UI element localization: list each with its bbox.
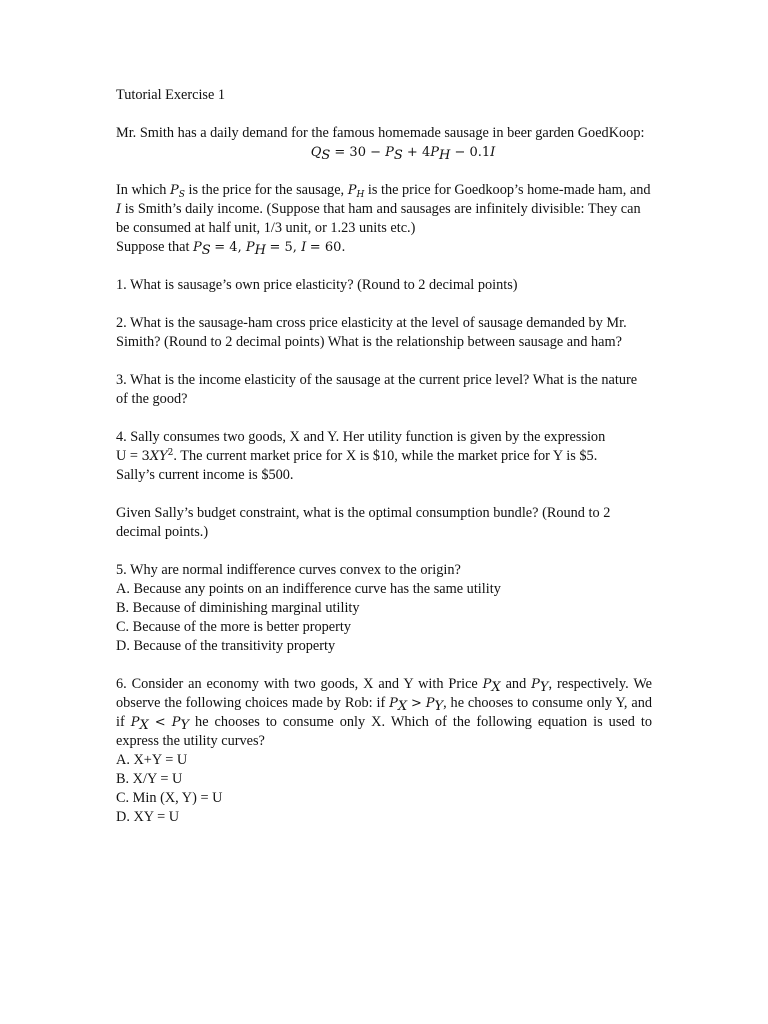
intro-text: Mr. Smith has a daily demand for the famous homemade sausage in beer garden GoedKoop: — [116, 125, 645, 141]
question-5-text: 5. Why are normal indifference curves convex to the origin? — [116, 562, 461, 578]
question-6 — [116, 675, 652, 827]
utility-expression: $3XY^2$ — [141, 448, 174, 464]
question-3: 3. What is the income elasticity of the sausage at the current price level? What is the nature of the good? — [116, 372, 638, 407]
utility-line: $U = 3XY^2$. The current market price for X is $10, while the market price for Y is $5. — [116, 448, 598, 464]
option-5c: C. Because of the more is better property — [116, 619, 352, 635]
ph-symbol: $P_H$ — [347, 183, 365, 200]
document-title: Tutorial Exercise 1 — [116, 87, 226, 103]
question-6-text: 6. Consider an economy with two goods, X and Y with Price $P_X$ and $P_Y$, respectively. We observe the following choices made by Rob: if $P_X > P_Y$, he chooses to consume only Y, and if $P_X < P_Y$ he chooses to consume only X. Which of the following equation is used to express the utility curves? — [116, 676, 653, 749]
option-5b: B. Because of diminishing marginal utility — [116, 600, 360, 616]
definitions-paragraph: In which $P_S$ is the price for the sausage, $P_H$ is the price for Goedkoop’s home-made ham, and I is Smith’s daily income. (Suppose that ham and sausages are infinitely divisible: They can be consumed at half unit, 1/3 unit, or 1.23 units etc.) Suppose that $P_S = 4$, $P_H = 5$, I = 60. — [116, 182, 651, 258]
i-symbol: I — [116, 202, 122, 217]
question-2: 2. What is the sausage-ham cross price elasticity at the level of sausage demanded by Mr. Simith? (Round to 2 decimal points) What is the relationship between sausage and ham? — [116, 315, 627, 350]
suppose-line: Suppose that $P_S = 4$, $P_H = 5$, I = 60. — [116, 239, 346, 258]
option-6d: D. XY = U — [116, 809, 180, 825]
question-4-followup: Given Sally’s budget constraint, what is the optimal consumption bundle? (Round to 2 decimal points.) — [116, 505, 611, 540]
document-page — [116, 86, 652, 827]
ps-symbol: $P_S$ — [170, 183, 185, 200]
option-5a: A. Because any points on an indifference curve has the same utility — [116, 581, 501, 597]
option-6b: B. X/Y = U — [116, 771, 183, 787]
option-5d: D. Because of the transitivity property — [116, 638, 336, 654]
option-6c: C. Min (X, Y) = U — [116, 790, 223, 806]
option-6a: A. X+Y = U — [116, 752, 188, 768]
demand-equation: $Q_S = 30 - P_S + 4P_H - 0.1I$ — [310, 145, 496, 163]
question-4: 4. Sally consumes two goods, X and Y. Her utility function is given by the expression $U = 3XY^2$. The current market price for X is $10, while the market price for Y is $5. Sally’s current income is $500. — [116, 428, 652, 485]
intro-paragraph — [116, 124, 652, 162]
question-1: 1. What is sausage’s own price elasticity? (Round to 2 decimal points) — [116, 277, 518, 293]
question-5 — [116, 561, 652, 656]
